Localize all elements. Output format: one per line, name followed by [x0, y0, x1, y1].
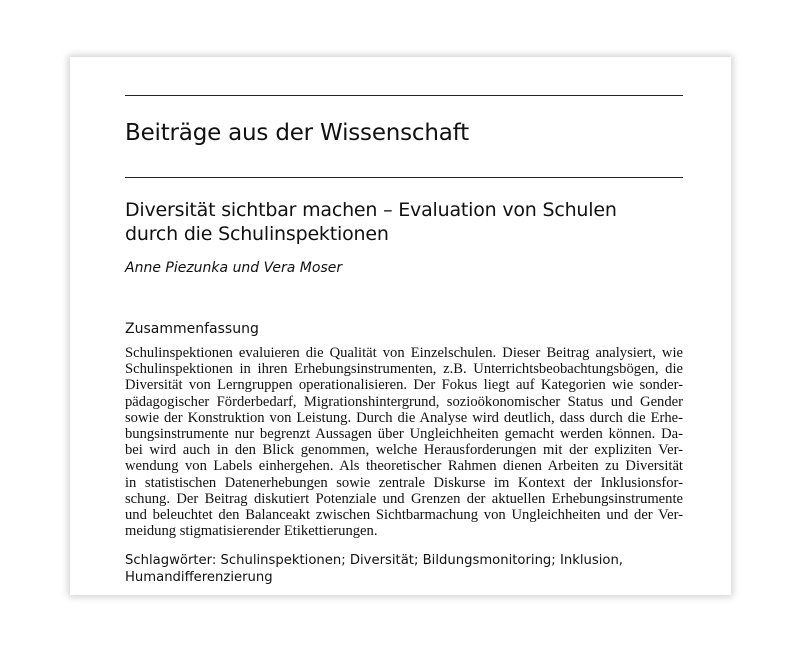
- abstract-text: [125, 345, 683, 539]
- keywords-line: Humandifferenzierung: [125, 570, 273, 585]
- abstract-heading: Zusammenfassung: [125, 321, 259, 337]
- paper-page: [70, 57, 731, 595]
- article-title-line: durch die Schulinspektionen: [125, 223, 389, 245]
- section-title: Beiträge aus der Wissenschaft: [125, 120, 469, 146]
- abstract-line: Schulinspektionen in ihren Erhebungsinstrumenten, z.B. Unterrichtsbeobachtungsbögen, die: [125, 361, 683, 378]
- article-authors: Anne Piezunka und Vera Moser: [125, 260, 343, 276]
- abstract-line: in statistischen Datenerhebungen sowie zentrale Diskurse im Kontext der Inklusionsfor-: [125, 474, 683, 491]
- keywords: [125, 552, 623, 586]
- top-divider: [125, 95, 683, 96]
- section-divider: [125, 177, 683, 178]
- abstract-line: bungsinstrumente nur begrenzt Aussagen über Ungleichheiten gemacht werden können. Da-: [125, 425, 683, 442]
- abstract-line: Diversität von Lerngruppen operationalisieren. Der Fokus liegt auf Kategorien wie sonder-: [125, 377, 683, 394]
- abstract-line: schung. Der Beitrag diskutiert Potenziale und Grenzen der aktuellen Erhebungsinstrumente: [125, 490, 683, 507]
- keywords-line: Schlagwörter: Schulinspektionen; Diversität; Bildungsmonitoring; Inklusion,: [125, 553, 624, 568]
- abstract-line: Schulinspektionen evaluieren die Qualität von Einzelschulen. Dieser Beitrag analysiert, wie: [125, 345, 683, 361]
- abstract-line: und beleuchtet den Balanceakt zwischen Sichtbarmachung von Ungleichheiten und der Ver-: [125, 506, 683, 523]
- article-title-line: Diversität sichtbar machen – Evaluation von Schulen: [125, 199, 617, 221]
- article-title: [125, 198, 617, 246]
- abstract-line: pädagogischer Förderbedarf, Migrationshintergrund, sozioökonomischer Status und Gender: [125, 393, 683, 410]
- abstract-line: bei wird auch in den Blick genommen, welche Herausforderungen mit der expliziten Ver-: [125, 442, 683, 459]
- abstract-line: sowie der Konstruktion von Leistung. Durch die Analyse wird deutlich, dass durch die Erhe-: [125, 409, 683, 426]
- abstract-line: wendung von Labels einhergehen. Als theoretischer Rahmen dienen Arbeiten zu Diversität: [125, 458, 683, 475]
- abstract-line: meidung stigmatisierender Etikettierungen.: [125, 523, 378, 540]
